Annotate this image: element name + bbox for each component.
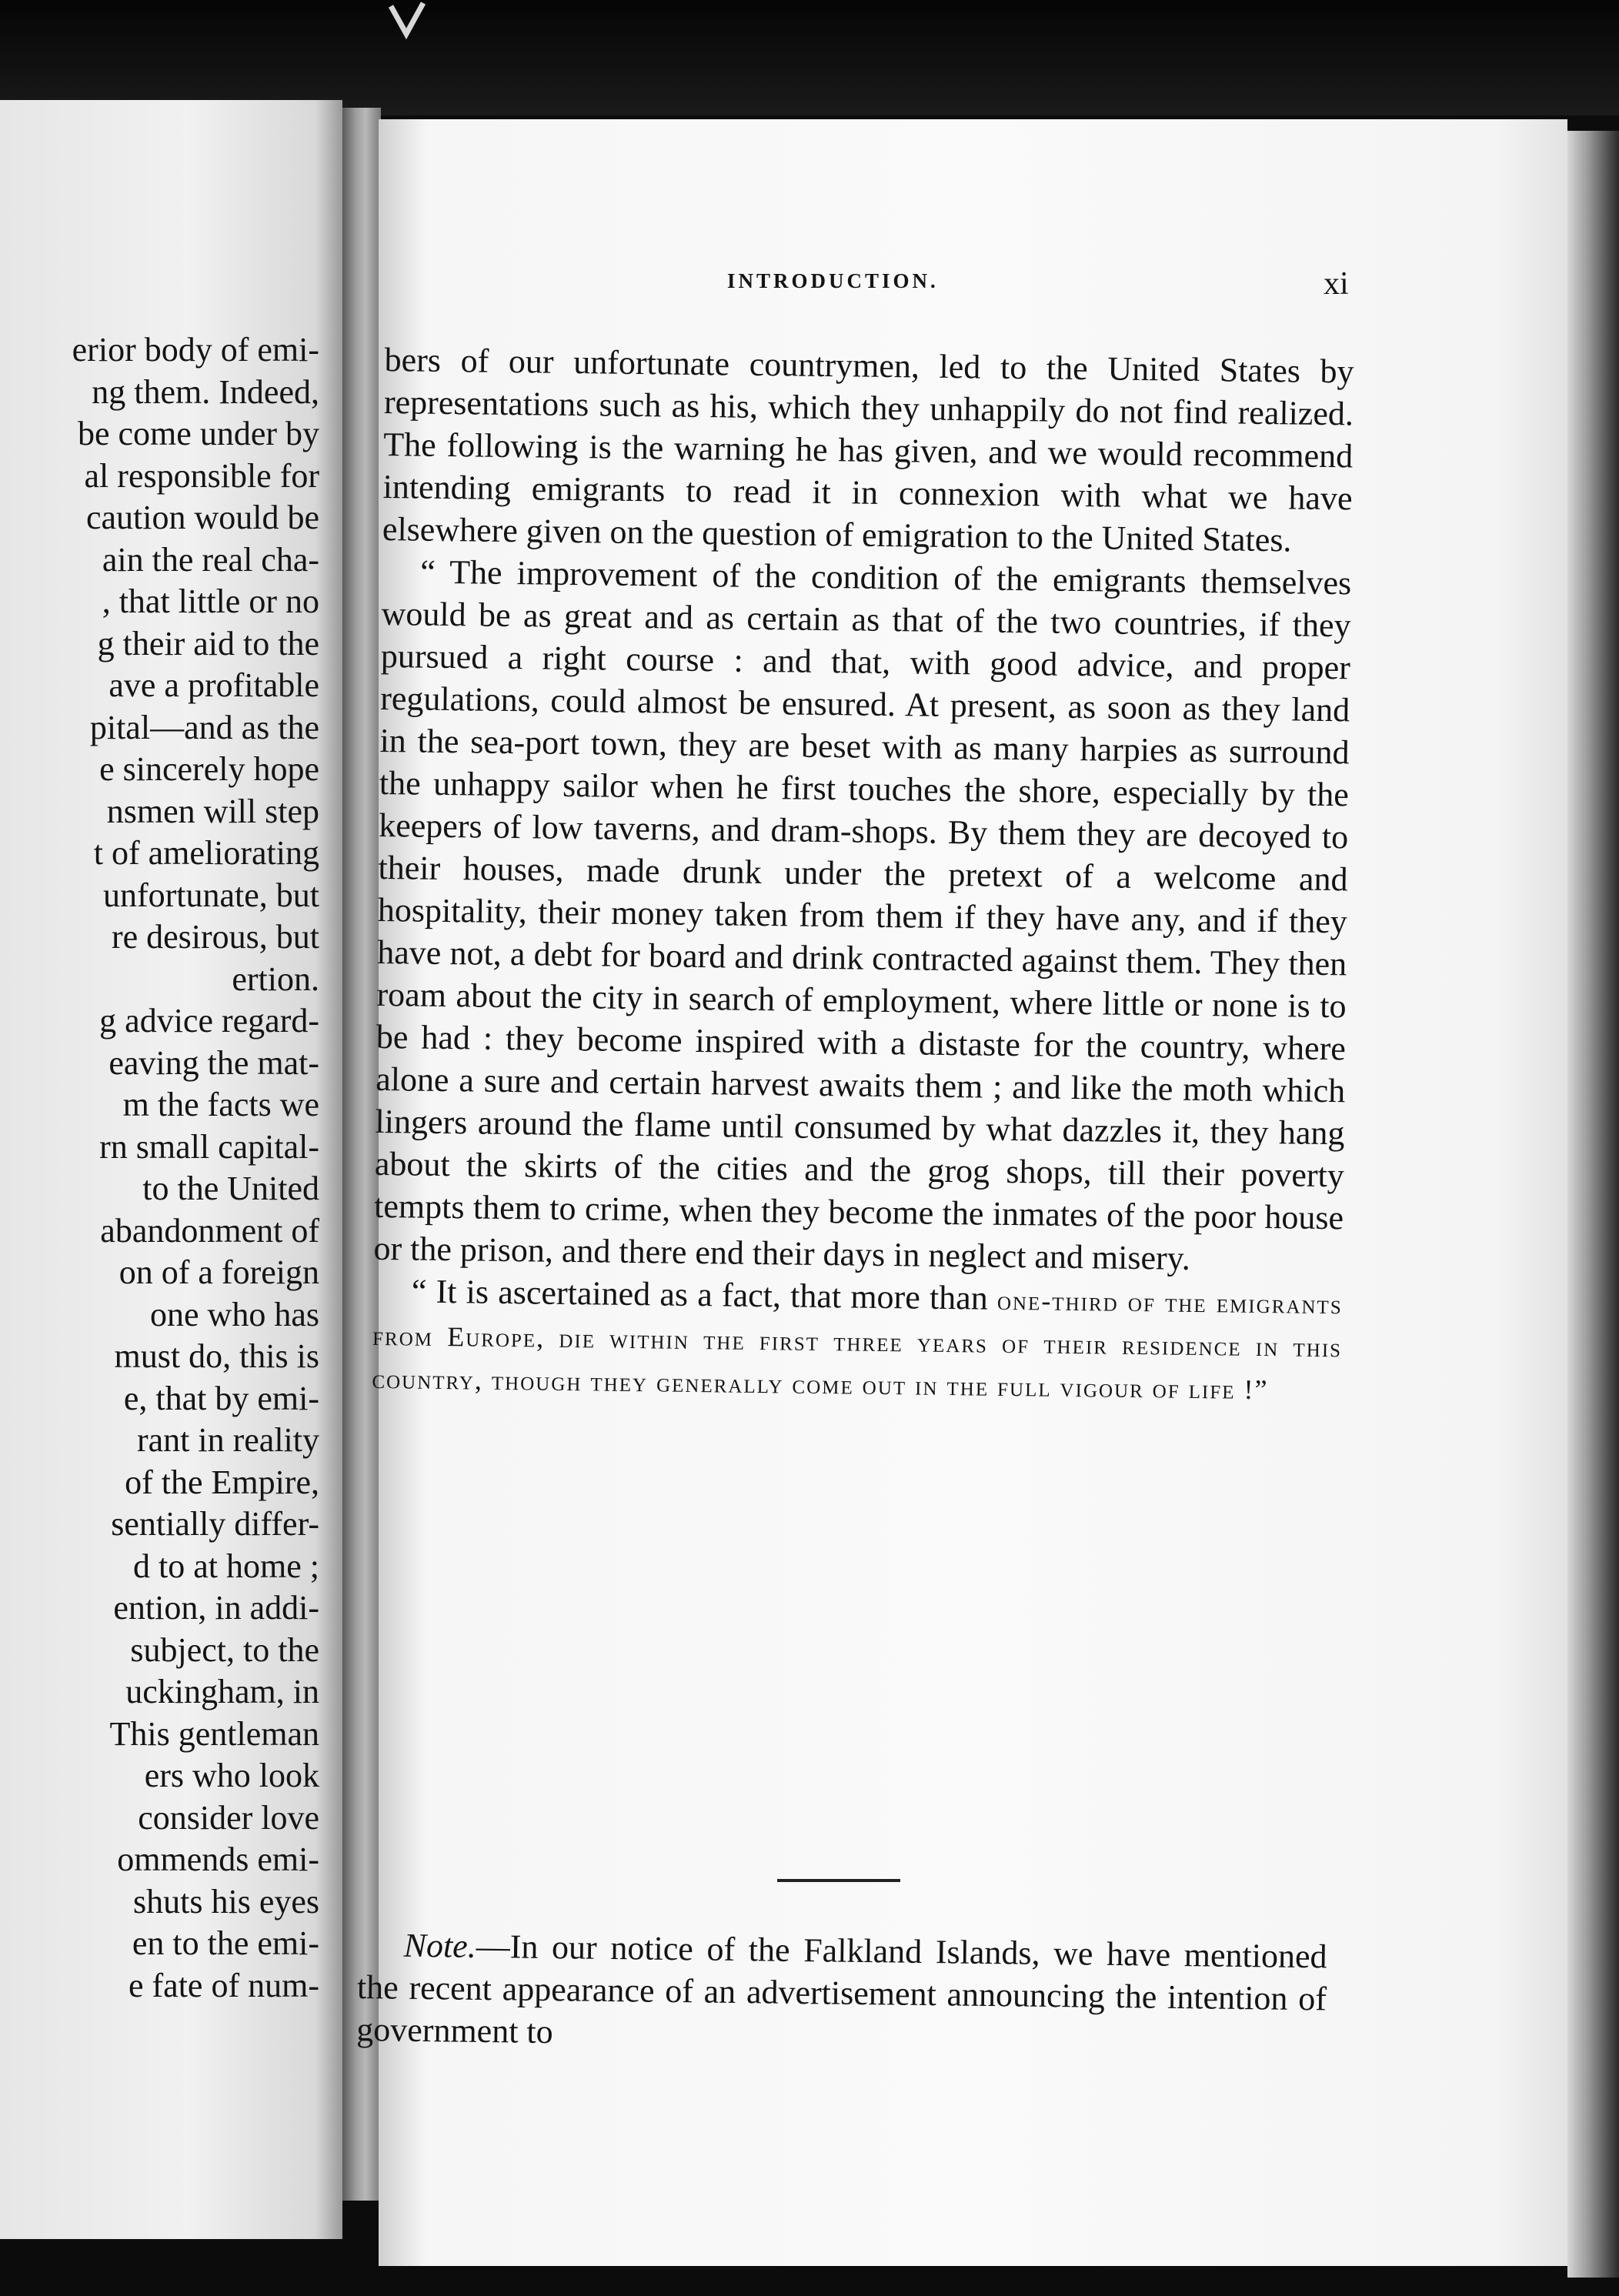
- running-head: INTRODUCTION.: [727, 269, 939, 292]
- binding-thread-mark: [385, 0, 431, 46]
- left-page-line: g advice regard-: [99, 1002, 319, 1040]
- left-page-line: pital—and as the: [89, 708, 319, 746]
- left-page-line: e sincerely hope: [99, 750, 319, 788]
- left-page-line: g their aid to the: [97, 624, 319, 662]
- page-number: xi: [1324, 266, 1349, 302]
- left-page-text: [0, 329, 342, 2007]
- left-page-line: rn small capital-: [99, 1127, 319, 1166]
- note-paragraph: [356, 1924, 1327, 2062]
- left-page-line: ers who look: [144, 1757, 319, 1794]
- note-label: Note.: [403, 1926, 477, 1965]
- left-page-line: one who has: [150, 1295, 319, 1333]
- quotation-lead: “ It is ascertained as a fact, that more than: [411, 1272, 998, 1317]
- left-page-line: on of a foreign: [119, 1253, 319, 1291]
- left-page-line: nsmen will step: [106, 792, 319, 830]
- left-page-line: ention, in addi-: [113, 1589, 319, 1627]
- quotation-paragraph: “ The improvement of the condition of the emigrants themselves would be as great and as certain as that of the two countries, if they pursued a right course : and that, with good advice, and proper regulations, could almost be ensured. At present, as soon as they land in the sea-port town, they are beset with as many harpies as surround the unhappy sailor when he first touches the shore, especially by the keepers of low taverns, and dram-shops. By them they are decoyed to their houses, made drunk under the pretext of a welcome and hospitality, their money taken from them if they have any, and if they have not, a debt for board and drink contracted against them. They then roam about the city in search of employment, where little or none is to be had : they become inspired with a distaste for the country, where alone a sure and certain harvest awaits them ; and like the moth which lingers around the flame until consumed by what dazzles it, they hang about the skirts of the cities and the grog shops, till their poverty tempts them to crime, when they become the inmates of the poor house or the prison, and there end their days in neglect and misery.: [373, 552, 1352, 1277]
- left-page-line: erior body of emi-: [72, 331, 319, 369]
- left-page-line: of the Empire,: [125, 1463, 319, 1501]
- small-caps-emphasis: one-third of the emigrants from Europe, die within the first three years of their residence in this country, though they generally come out in the full vigour of life !”: [372, 1284, 1344, 1406]
- left-page-line: ng them. Indeed,: [92, 372, 319, 411]
- left-page-line: al responsible for: [84, 456, 319, 495]
- left-page-line: must do, this is: [114, 1337, 319, 1375]
- left-page-line: subject, to the: [130, 1630, 319, 1669]
- left-page-line: ave a profitable: [108, 666, 319, 704]
- left-page-line: en to the emi-: [132, 1924, 319, 1962]
- left-page-line: be come under by: [78, 415, 319, 452]
- left-page-line: , that little or no: [102, 582, 319, 620]
- left-page-line: re desirous, but: [111, 918, 319, 956]
- left-page: [0, 100, 342, 2239]
- quotation-paragraph-emphasis: [372, 1270, 1343, 1410]
- body-text: [372, 339, 1354, 1410]
- note-section: [356, 1924, 1327, 2062]
- left-page-line: sentially differ-: [111, 1505, 319, 1543]
- left-page-line: shuts his eyes: [133, 1882, 319, 1921]
- paragraph: bers of our unfortunate countrymen, led to the United States by representations such as his, which they unhappily do not find realized. The following is the warning he has given, and we would recommend intending emigrants to read it in connexion with what we have elsewhere given on the question of emigration to the United States.: [382, 340, 1354, 559]
- left-page-line: ain the real cha-: [102, 540, 319, 579]
- left-page-line: d to at home ;: [133, 1547, 319, 1585]
- note-text: —In our notice of the Falkland Islands, we have mentioned the recent appearance of an advertisement announcing the intention of government to: [356, 1927, 1327, 2051]
- left-page-line: This gentleman: [109, 1714, 319, 1753]
- left-page-line: e, that by emi-: [123, 1379, 319, 1417]
- scan-top-border: [0, 0, 1619, 115]
- left-page-line: eaving the mat-: [108, 1043, 319, 1082]
- left-page-line: caution would be: [85, 499, 319, 536]
- left-page-line: rant in reality: [136, 1421, 319, 1459]
- left-page-line: uckingham, in: [125, 1673, 319, 1710]
- left-page-line: t of ameliorating: [93, 834, 319, 872]
- left-page-line: m the facts we: [122, 1086, 319, 1123]
- left-page-line: ommends emi-: [117, 1840, 319, 1878]
- left-page-line: e fate of num-: [129, 1966, 319, 2004]
- section-rule: [777, 1879, 900, 1882]
- left-page-line: unfortunate, but: [102, 876, 319, 914]
- left-page-line: ertion.: [232, 959, 319, 998]
- page-edge: [1567, 131, 1619, 2278]
- left-page-line: abandonment of: [100, 1211, 319, 1250]
- left-page-line: consider love: [138, 1798, 319, 1837]
- left-page-line: to the United: [142, 1170, 319, 1207]
